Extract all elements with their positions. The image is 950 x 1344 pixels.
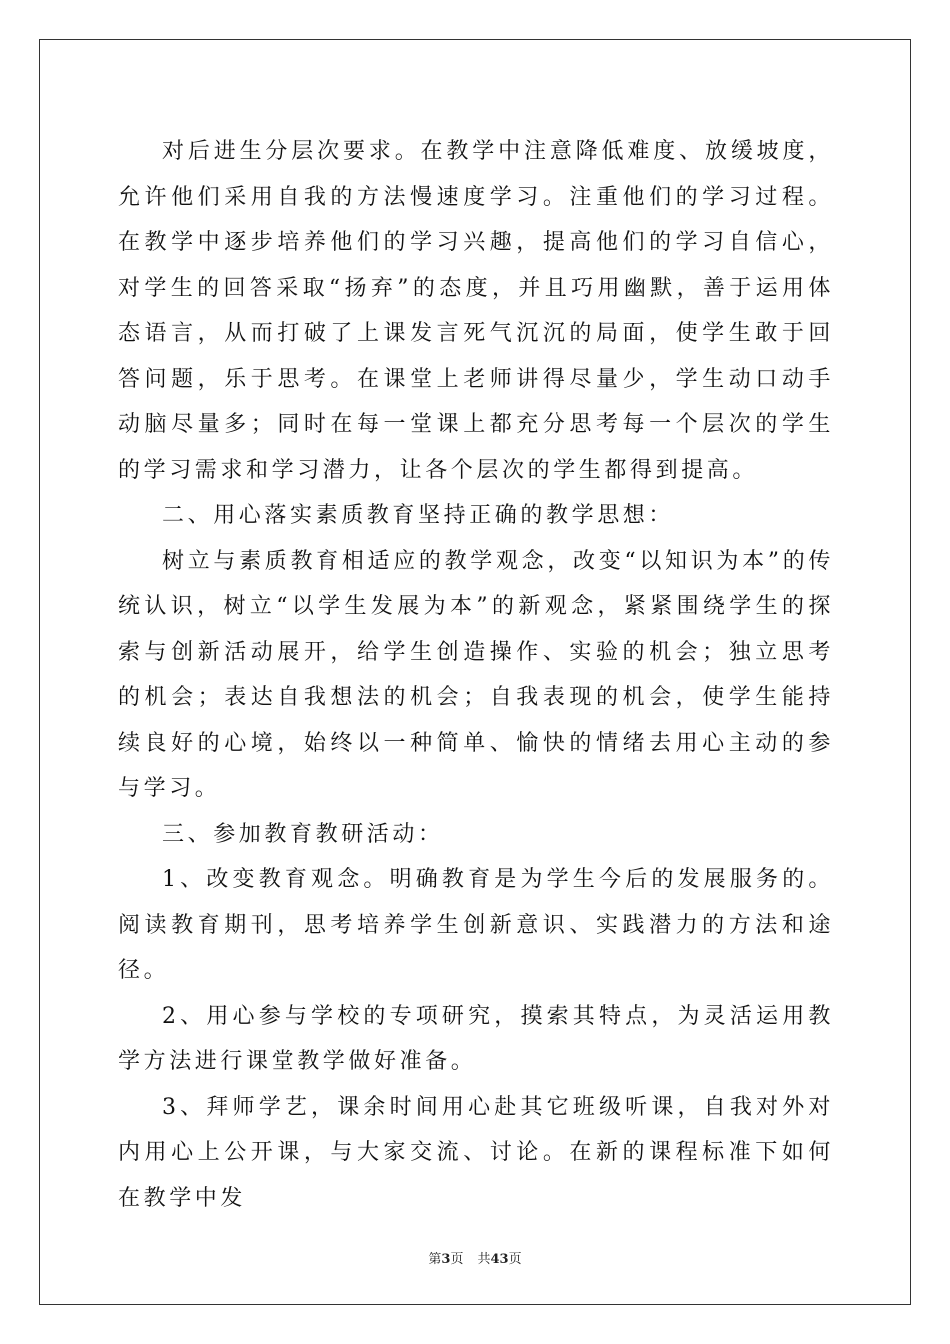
page-footer: [0, 1248, 950, 1267]
list-item-1: 1、改变教育观念。明确教育是为学生今后的发展服务的。阅读教育期刊，思考培养学生创新意识、实践潜力的方法和途径。: [118, 867, 834, 983]
document-body: [118, 129, 834, 1221]
page-prefix: 第: [428, 1252, 442, 1267]
section-heading-2: 二、用心落实素质教育坚持正确的教学思想：: [162, 503, 675, 528]
list-item-2: 2、用心参与学校的专项研究，摸索其特点，为灵活运用教学方法进行课堂教学做好准备。: [118, 1003, 834, 1074]
total-suffix: 页: [508, 1252, 522, 1267]
total-prefix: 共: [477, 1252, 491, 1267]
current-page-number: 3: [441, 1252, 451, 1267]
paragraph-2: 树立与素质教育相适应的教学观念，改变“以知识为本”的传统认识，树立“以学生发展为本”的新观念，紧紧围绕学生的探索与创新活动展开，给学生创造操作、实验的机会；独立思考的机会；表达自我想法的机会；自我表现的机会，使学生能持续良好的心境，始终以一种简单、愉快的情绪去用心主动的参与学习。: [118, 548, 834, 801]
total-pages-number: 43: [490, 1252, 509, 1267]
paragraph-1: 对后进生分层次要求。在教学中注意降低难度、放缓坡度，允许他们采用自我的方法慢速度学习。注重他们的学习过程。在教学中逐步培养他们的学习兴趣，提高他们的学习自信心，对学生的回答采取“扬弃”的态度，并且巧用幽默，善于运用体态语言，从而打破了上课发言死气沉沉的局面，使学生敢于回答问题，乐于思考。在课堂上老师讲得尽量少，学生动口动手动脑尽量多；同时在每一堂课上都充分思考每一个层次的学生的学习需求和学习潜力，让各个层次的学生都得到提高。: [118, 139, 834, 483]
section-heading-3: 三、参加教育教研活动：: [162, 821, 444, 847]
list-item-3: 3、拜师学艺，课余时间用心赴其它班级听课，自我对外对内用心上公开课，与大家交流、讨论。在新的课程标准下如何在教学中发: [118, 1094, 834, 1211]
page-suffix: 页: [450, 1252, 464, 1267]
